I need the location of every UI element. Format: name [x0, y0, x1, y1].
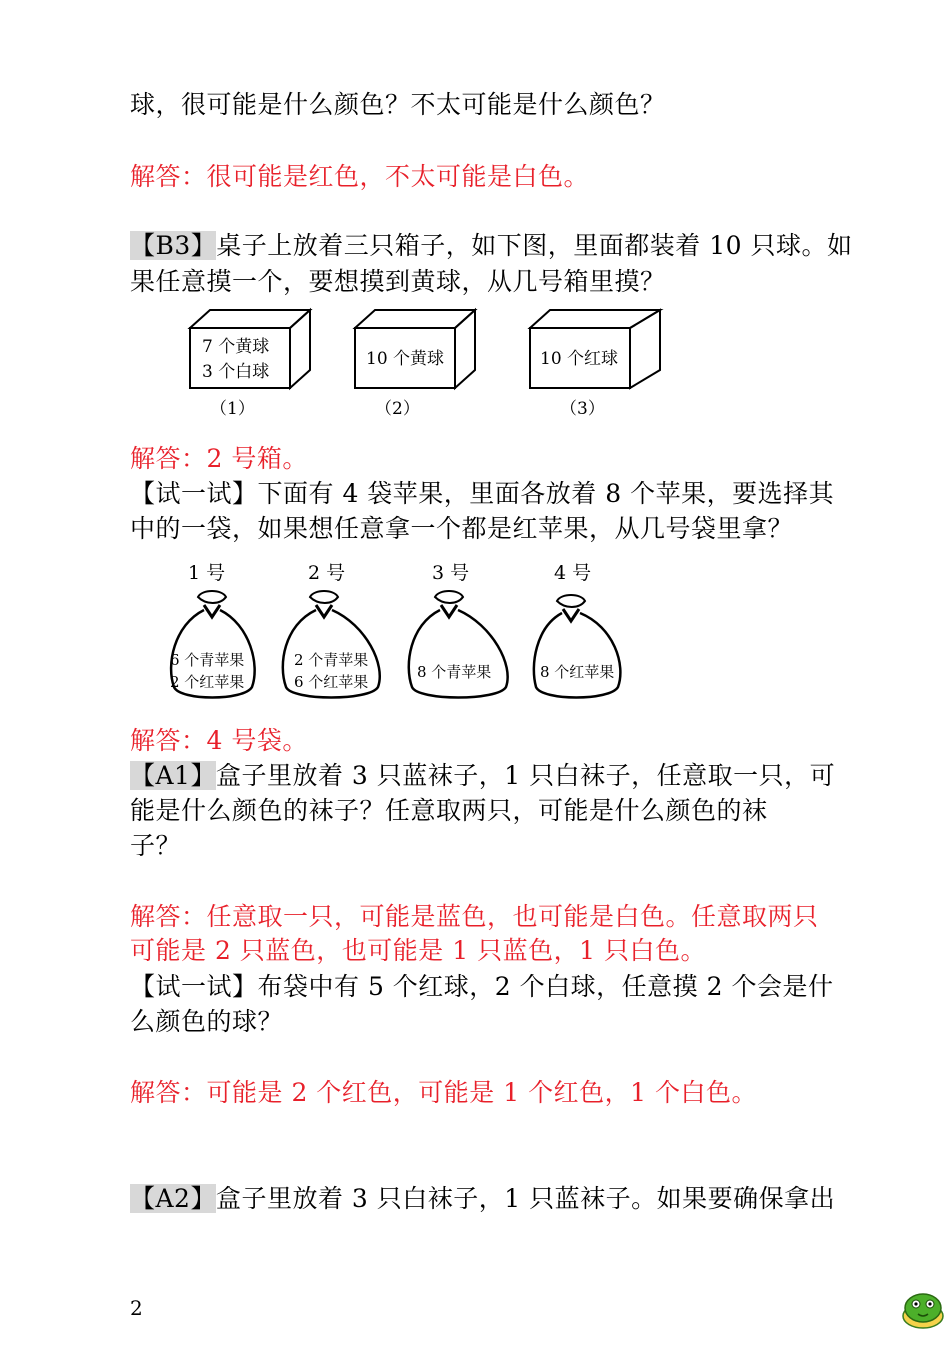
bag-4 [534, 562, 621, 698]
box-3-label: （3） [560, 399, 605, 419]
answer-text: 解答：可能是 2 个红色，可能是 1 个红色，1 个白色。 [130, 1078, 757, 1107]
bag-2 [283, 562, 380, 698]
question-a1-line2: 能是什么颜色的袜子？任意取两只，可能是什么颜色的袜 [130, 796, 768, 825]
question-b3-line2: 果任意摸一个，要想摸到黄球，从几号箱里摸？ [130, 267, 666, 296]
tag-b3: 【B3】 [130, 231, 217, 260]
question-a1-line1 [130, 761, 835, 791]
question-a2-line1 [130, 1184, 835, 1214]
boxes-figure [180, 302, 680, 422]
box-2-label: （2） [375, 399, 420, 419]
try-2-line1: 【试一试】布袋中有 5 个红球，2 个白球，任意摸 2 个会是什 [130, 972, 834, 1001]
bag-3 [409, 562, 508, 698]
answer-text: 解答：很可能是红色，不太可能是白色。 [130, 162, 590, 191]
page-number: 2 [130, 1296, 143, 1320]
question-a1-line3: 子？ [130, 831, 182, 860]
turtle-icon [898, 1288, 948, 1334]
box-1-line1: 7 个黄球 [202, 337, 270, 357]
bag-2-line1: 2 个青苹果 [294, 651, 369, 669]
question-text: 球，很可能是什么颜色？不太可能是什么颜色？ [130, 90, 666, 119]
answer-a1-line2: 可能是 2 只蓝色，也可能是 1 只蓝色，1 只白色。 [130, 936, 706, 965]
bag-1-label: 1 号 [188, 562, 226, 584]
question-a2-text: 盒子里放着 3 只白袜子，1 只蓝袜子。如果要确保拿出 [215, 1184, 836, 1213]
answer-a1-line1: 解答：任意取一只，可能是蓝色，也可能是白色。任意取两只 [130, 902, 819, 931]
box-1-line2: 3 个白球 [202, 362, 270, 382]
try-2-line2: 么颜色的球？ [130, 1007, 284, 1036]
bag-3-label: 3 号 [432, 562, 470, 584]
answer-text: 解答：2 号箱。 [130, 444, 308, 473]
box-2-line1: 10 个黄球 [366, 349, 445, 369]
bags-figure [160, 555, 640, 710]
question-a1-text: 盒子里放着 3 只蓝袜子，1 只白袜子，任意取一只，可 [215, 761, 836, 790]
bag-1-line2: 2 个红苹果 [170, 673, 245, 691]
bag-2-label: 2 号 [308, 562, 346, 584]
bag-4-line1: 8 个红苹果 [540, 663, 615, 681]
question-b3-text: 桌子上放着三只箱子，如下图，里面都装着 10 只球。如 [216, 231, 853, 260]
bag-4-label: 4 号 [554, 562, 592, 584]
answer-text: 解答：4 号袋。 [130, 726, 308, 755]
tag-a1: 【A1】 [130, 761, 216, 790]
box-3-line1: 10 个红球 [540, 349, 619, 369]
question-b3-line1 [130, 231, 853, 261]
bag-1 [170, 562, 255, 698]
box-1-label: （1） [210, 399, 255, 419]
try-1-line1: 【试一试】下面有 4 袋苹果，里面各放着 8 个苹果，要选择其 [130, 479, 835, 508]
bag-3-line1: 8 个青苹果 [417, 663, 492, 681]
try-1-line2: 中的一袋，如果想任意拿一个都是红苹果，从几号袋里拿？ [130, 514, 794, 543]
tag-a2: 【A2】 [130, 1184, 216, 1213]
bag-1-line1: 6 个青苹果 [170, 651, 245, 669]
bag-2-line2: 6 个红苹果 [294, 673, 369, 691]
